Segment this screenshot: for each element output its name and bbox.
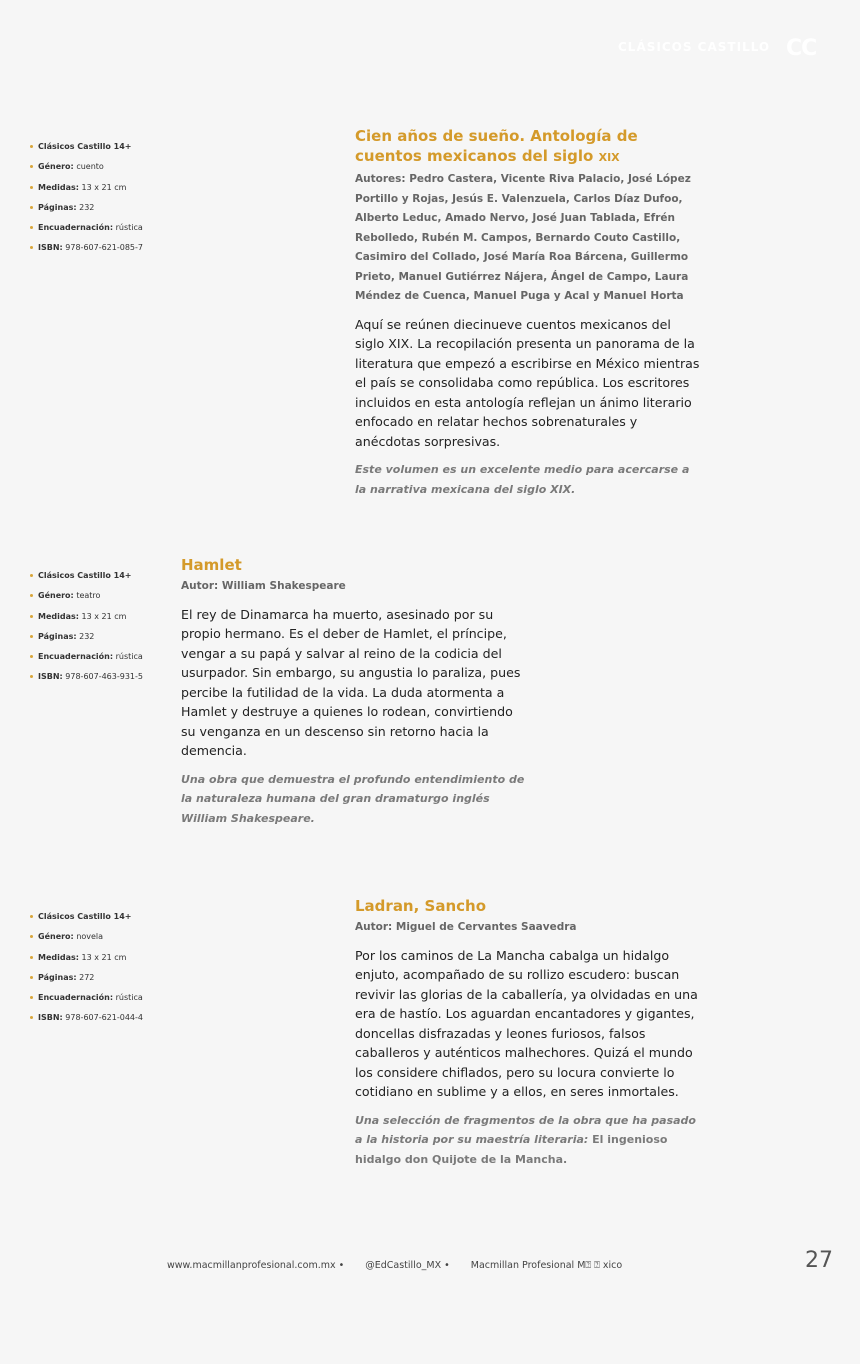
book-description: Aquí se reúnen diecinueve cuentos mexicanos del siglo XIX. La recopilación presenta un panorama de la literatura que empezó a escribirse en México mientras el país se consolidaba como república. Los escritores incluidos en esta antología reflejan un ánimo literario enfocado en relatar hechos sobrenaturales y anécdotas sorpresivas. [355,316,700,449]
spec-label: Género: [38,591,74,601]
spec-value: 232 [79,202,95,212]
spec-label: Encuadernación: [38,223,114,233]
spec-label: Páginas: [38,631,77,641]
footer-facebook-link[interactable]: Macmillan Profesional M⍰ ⍰ xico [470,1260,623,1271]
book-quote-text: Este volumen es un excelente medio para acercarse a la narrativa mexicana del siglo XIX. [355,463,690,496]
book-quote [181,770,526,829]
book-description: Por los caminos de La Mancha cabalga un hidalgo enjuto, acompañado de su rollizo escudero: buscan revivir las glorias de la caballería, ya olvidadas en una era de hastío. Los aguardan encantadores y gigantes, doncellas disfrazadas y leones furiosos, falsos caballeros y auténticos malhechores. Quizá el mundo los considere chiflados, pero su locura convierte lo cotidiano en sublime y a ellos, en seres inmortales. [355,947,698,1099]
spec-value: novela [76,932,104,942]
spec-label: Clásicos Castillo 14+ [38,912,132,921]
spec-label: Clásicos Castillo 14+ [38,571,132,580]
book-specs-list [30,912,143,1034]
spec-binding [30,223,143,243]
spec-size [30,612,143,632]
series-header: CLÁSICOS CASTILLO [618,40,771,54]
spec-value: cuento [76,162,104,172]
spec-label: Clásicos Castillo 14+ [38,142,132,151]
footer [167,1260,640,1271]
spec-label: Páginas: [38,972,77,982]
spec-size [30,953,143,973]
footer-website-link[interactable]: www.macmillanprofesional.com.mx • [167,1260,345,1271]
book-quote-text: Una obra que demuestra el profundo entendimiento de la naturaleza humana del gran dramaturgo inglés William Shakespeare. [181,772,525,826]
page-number: 27 [805,1248,833,1273]
spec-isbn [30,672,143,692]
spec-label: Páginas: [38,202,77,212]
spec-label: Género: [38,162,74,172]
spec-label: Género: [38,932,74,942]
book-authors: Autores: Pedro Castera, Vicente Riva Palacio, José López Portillo y Rojas, Jesús E. Valenzuela, Carlos Díaz Dufoo, Alberto Leduc, Amado Nervo, José Juan Tablada, Efrén Rebolledo, Rubén M. Campos, Bernardo Couto Castillo, Casimiro del Collado, José María Roa Bárcena, Guillermo Prieto, Manuel Gutiérrez Nájera, Ángel de Campo, Laura Méndez de Cuenca, Manuel Puga y Acal y Manuel Horta [355,173,691,302]
spec-label: Medidas: [38,952,79,962]
spec-value: 13 x 21 cm [81,611,127,621]
spec-label: ISBN: [38,243,63,253]
spec-binding [30,652,143,672]
spec-label: Medidas: [38,182,79,192]
book-quote-text: Una selección de fragmentos de la obra que ha pasado a la historia por su maestría literaria: [355,1113,696,1147]
book-authors: Autor: William Shakespeare [181,580,346,592]
spec-pages [30,973,143,993]
spec-value: 13 x 21 cm [81,952,127,962]
spec-label: ISBN: [38,672,63,682]
book-title [355,126,700,168]
spec-isbn [30,1013,143,1033]
book-quote [355,460,700,500]
spec-label: ISBN: [38,1013,63,1023]
spec-pages [30,632,143,652]
spec-value: rústica [115,993,143,1003]
book-entry [355,126,700,500]
spec-value: 13 x 21 cm [81,182,127,192]
series-logo: CC [786,36,817,61]
spec-genre [30,162,143,182]
spec-value: rústica [115,652,143,662]
book-authors: Autor: Miguel de Cervantes Saavedra [355,921,577,933]
book-title-text: Cien años de sueño. Antología de cuentos mexicanos del siglo [355,127,638,165]
spec-value: rústica [115,223,143,233]
book-title: Hamlet [181,556,242,574]
spec-isbn [30,243,143,263]
book-quote-plain: El ingenioso hidalgo don Quijote de la Mancha. [355,1133,668,1167]
book-specs-list [30,571,143,693]
spec-binding [30,993,143,1013]
spec-size [30,183,143,203]
book-description: El rey de Dinamarca ha muerto, asesinado por su propio hermano. Es el deber de Hamlet, el príncipe, vengar a su papá y salvar al reino de la codicia del usurpador. Sin embargo, su angustia lo paraliza, pues percibe la futilidad de la vida. La duda atormenta a Hamlet y destruye a quienes lo rodean, convirtiendo su venganza en un descenso sin retorno hacia la demencia. [181,606,521,758]
book-entry [181,555,526,829]
spec-series [30,912,143,932]
spec-series [30,142,143,162]
book-title: Ladran, Sancho [355,897,487,915]
book-entry [355,896,705,1170]
spec-genre [30,932,143,952]
spec-value: 232 [79,631,95,641]
book-title-suffix: XIX [598,151,620,164]
spec-value: 978-607-463-931-5 [65,672,143,682]
spec-pages [30,203,143,223]
spec-genre [30,591,143,611]
book-quote [355,1111,705,1170]
spec-value: 978-607-621-085-7 [65,243,143,253]
book-specs-list [30,142,143,264]
spec-value: 272 [79,972,95,982]
spec-series [30,571,143,591]
spec-label: Medidas: [38,611,79,621]
spec-value: teatro [76,591,101,601]
spec-label: Encuadernación: [38,652,114,662]
spec-label: Encuadernación: [38,993,114,1003]
spec-value: 978-607-621-044-4 [65,1013,143,1023]
footer-twitter-link[interactable]: @EdCastillo_MX • [365,1260,450,1271]
